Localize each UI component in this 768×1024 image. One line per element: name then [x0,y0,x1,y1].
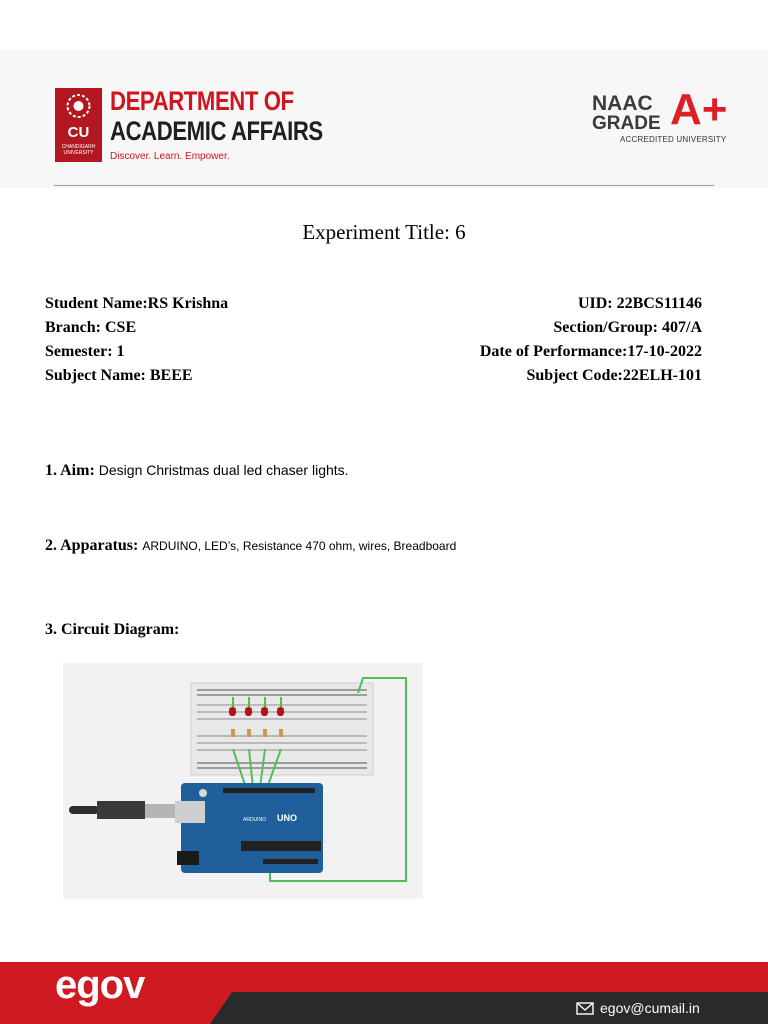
circuit-diagram-label: 3. Circuit Diagram: [45,621,180,638]
student-name: Student Name:RS Krishna [45,295,229,312]
grade-text: GRADE [592,113,661,134]
apparatus-label: 2. Apparatus: [45,537,139,554]
subject-code: Subject Code:22ELH-101 [526,367,702,384]
department-title-line1: DEPARTMENT OF [110,86,294,116]
university-logo [55,88,102,162]
experiment-title: Experiment Title: 6 [302,220,466,244]
arduino-uno-label: UNO [277,813,297,823]
logo-subtext: CHANDIGARH UNIVERSITY [61,144,96,156]
logo-cu-text: CU [67,124,90,141]
aim-section [45,462,349,480]
aim-label: 1. Aim: [45,462,95,479]
arduino-brand-label: ARDUINO [243,817,267,823]
header-divider [54,185,714,186]
department-title-line2: ACADEMIC AFFAIRS [110,116,323,146]
subject-name: Subject Name: BEEE [45,367,193,384]
apparatus-text: ARDUINO, LED’s, Resistance 470 ohm, wires, Breadboard [142,539,457,553]
apparatus-section [45,537,456,555]
student-uid: UID: 22BCS11146 [577,295,702,312]
mail-icon [576,1002,594,1015]
footer-email[interactable]: egov@cumail.in [600,1000,700,1016]
tagline: Discover. Learn. Empower. [110,151,230,162]
aim-text: Design Christmas dual led chaser lights. [98,462,349,478]
grade-value: A+ [670,85,728,134]
circuit-diagram-image [63,663,423,899]
accredited-text: ACCREDITED UNIVERSITY [620,135,727,144]
section-group: Section/Group: 407/A [553,319,702,336]
date-of-performance: Date of Performance:17-10-2022 [479,343,702,360]
usb-cable [69,806,99,814]
seal-icon [55,88,102,124]
semester: Semester: 1 [45,343,125,360]
naac-text: NAAC [592,92,653,115]
egov-logo: egov [55,963,145,1007]
branch: Branch: CSE [45,319,137,336]
